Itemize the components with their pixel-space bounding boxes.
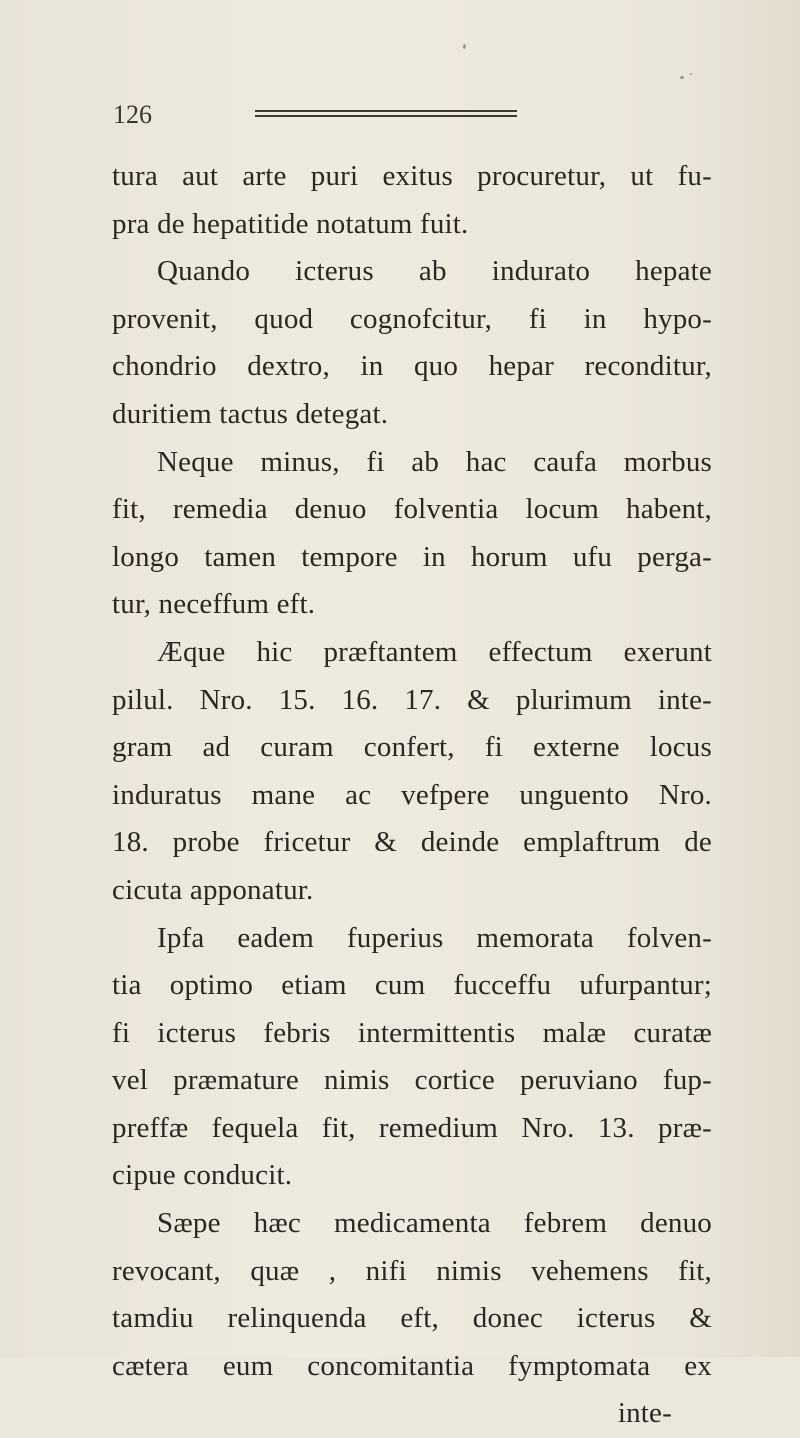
text-line: pilul. Nro. 15. 16. 17. & plurimum inte- <box>112 683 712 716</box>
rule-line-bottom <box>255 115 517 117</box>
text-line: Æque hic præftantem effectum exerunt <box>157 635 712 668</box>
text-line: gram ad curam confert, fi externe locus <box>112 731 712 764</box>
text-line: fi icterus febris intermittentis malæ curatæ <box>112 1016 712 1049</box>
text-line: induratus mane ac vefpere unguento Nro. <box>112 778 712 811</box>
text-line: fit, remedia denuo folventia locum habent, <box>112 493 712 526</box>
text-line: preffæ fequela fit, remedium Nro. 13. præ- <box>112 1111 712 1144</box>
paper-speck <box>680 76 684 79</box>
text-line: longo tamen tempore in horum ufu perga- <box>112 540 712 573</box>
catchword: inte- <box>617 1397 672 1430</box>
text-line: tura aut arte puri exitus procuretur, ut fu- <box>112 160 712 192</box>
text-line: duritiem tactus detegat. <box>112 397 389 430</box>
text-line: Ipfa eadem fuperius memorata folven- <box>157 921 712 954</box>
text-line: chondrio dextro, in quo hepar reconditur, <box>112 350 712 383</box>
text-line: Sæpe hæc medicamenta febrem denuo <box>157 1207 712 1240</box>
body-text <box>112 153 712 1438</box>
paper-speck <box>690 73 692 75</box>
text-line: revocant, quæ , nifi nimis vehemens fit, <box>112 1254 712 1287</box>
text-line: Quando icterus ab indurato hepate <box>157 255 712 288</box>
page-number: 126 <box>113 100 152 129</box>
rule-line-top <box>255 110 517 112</box>
text-line: 18. probe fricetur & deinde emplaftrum de <box>112 826 712 859</box>
text-line: cipue conducit. <box>112 1159 293 1192</box>
text-line: tur, neceffum eft. <box>112 588 316 621</box>
text-line: tia optimo etiam cum fucceffu ufurpantur; <box>112 969 712 1002</box>
text-line: cicuta apponatur. <box>112 873 314 906</box>
text-line: pra de hepatitide notatum fuit. <box>112 207 469 240</box>
header-double-rule <box>255 110 517 118</box>
paper-speck <box>463 44 466 49</box>
text-line: vel præmature nimis cortice peruviano fup- <box>112 1064 712 1097</box>
text-line: tamdiu relinquenda eft, donec icterus & <box>112 1302 712 1335</box>
text-line: cætera eum concomitantia fymptomata ex <box>112 1349 712 1382</box>
text-line: provenit, quod cognofcitur, fi in hypo- <box>112 302 712 335</box>
text-line: Neque minus, fi ab hac caufa morbus <box>157 445 712 478</box>
